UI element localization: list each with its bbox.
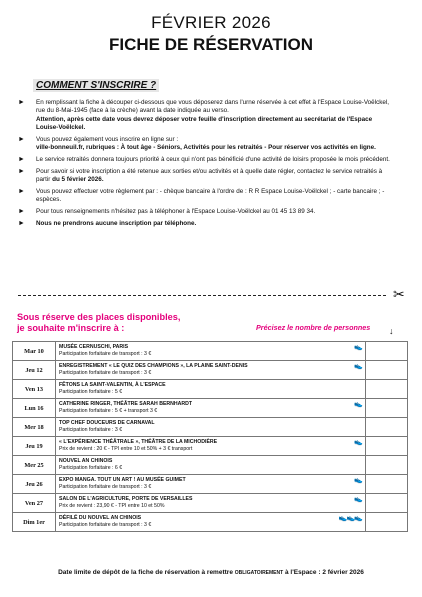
scissors-icon: ✂ bbox=[393, 286, 405, 302]
person-count-field[interactable] bbox=[366, 456, 408, 475]
month-heading: FÉVRIER 2026 bbox=[151, 13, 271, 32]
instruction-text: Le service retraités donnera toujours priorité à ceux qui n'ont pas bénéficié d'une activité de loisirs proposée le mois précédent. bbox=[36, 155, 390, 163]
walking-shoe-icon: 👟 bbox=[354, 401, 362, 408]
instruction-item bbox=[18, 208, 390, 216]
event-date: Jeu 12 bbox=[13, 361, 56, 380]
walking-shoe-icon: 👟 bbox=[354, 439, 362, 446]
event-title: SALON DE L'AGRICULTURE, PORTE DE VERSAILLES bbox=[59, 496, 193, 502]
event-detail: Participation forfaitaire : 5 € + transport 3 € bbox=[59, 408, 158, 414]
walking-shoe-icon: 👟 bbox=[354, 477, 362, 484]
deadline-emphasis: OBLIGATOIREMENT bbox=[234, 570, 284, 576]
instruction-text: Pour tous renseignements n'hésitez pas à téléphoner à l'Espace Louise-Voëlckel au 01 45 13 89 34. bbox=[36, 208, 316, 216]
person-count-field[interactable] bbox=[366, 380, 408, 399]
arrow-bullet-icon: ► bbox=[18, 188, 25, 196]
instruction-bold: Nous ne prendrons aucune inscription par téléphone. bbox=[36, 220, 197, 228]
deadline-note bbox=[0, 569, 422, 576]
deadline-post: à l'Espace : 2 février 2026 bbox=[285, 569, 364, 576]
person-count-field[interactable] bbox=[366, 361, 408, 380]
event-title: ENREGISTREMENT « LE QUIZ DES CHAMPIONS », LA PLAINE SAINT-DENIS bbox=[59, 363, 248, 369]
event-title: CATHERINE RINGER, THÉÂTRE SARAH BERNHARDT bbox=[59, 401, 193, 407]
walking-shoe-icon: 👟 bbox=[354, 363, 362, 370]
event-detail: Participation forfaitaire de transport : 3 € bbox=[59, 484, 152, 490]
event-title: NOUVEL AN CHINOIS bbox=[59, 458, 113, 464]
event-detail: Participation forfaitaire de transport : 3 € bbox=[59, 522, 152, 528]
deadline-pre: Date limite de dépôt de la fiche de réservation à remettre bbox=[58, 569, 233, 576]
event-detail: Participation forfaitaire : 6 € bbox=[59, 465, 123, 471]
event-date: Ven 27 bbox=[13, 494, 56, 513]
instruction-item bbox=[18, 136, 390, 153]
table-row bbox=[13, 399, 408, 418]
table-row bbox=[13, 437, 408, 456]
event-title: MUSÉE CERNUSCHI, PARIS bbox=[59, 344, 129, 350]
table-row bbox=[13, 513, 408, 532]
instruction-text: Vous pouvez effectuer votre règlement par : - chèque bancaire à l'ordre de : R R Espace Louise-Voëlckel ; - carte bancaire ; - espèces. bbox=[36, 188, 385, 204]
event-title: EXPO MANGA. TOUT UN ART ! AU MUSÉE GUIMET bbox=[59, 477, 186, 483]
event-date: Lun 16 bbox=[13, 399, 56, 418]
instruction-item bbox=[18, 168, 390, 185]
event-detail: Participation forfaitaire : 3 € bbox=[59, 427, 123, 433]
person-count-field[interactable] bbox=[366, 437, 408, 456]
event-detail: Participation forfaitaire : 5 € bbox=[59, 389, 123, 395]
reservation-heading-line1: Sous réserve des places disponibles, bbox=[17, 312, 181, 322]
arrow-bullet-icon: ► bbox=[18, 135, 25, 143]
instruction-text: Pour savoir si votre inscription a été retenue aux sorties et/ou activités et à quelle date régler, contactez le service retraités à partir bbox=[36, 167, 383, 184]
instruction-item bbox=[18, 220, 390, 228]
arrow-down-icon: ↓ bbox=[389, 326, 394, 336]
event-description bbox=[56, 437, 366, 456]
arrow-bullet-icon: ► bbox=[18, 167, 25, 175]
table-row bbox=[13, 361, 408, 380]
person-count-field[interactable] bbox=[366, 475, 408, 494]
event-description bbox=[56, 475, 366, 494]
howto-heading: COMMENT S'INSCRIRE ? bbox=[33, 79, 159, 92]
instruction-item bbox=[18, 156, 390, 164]
arrow-bullet-icon: ► bbox=[18, 220, 25, 228]
event-date: Dim 1er bbox=[13, 513, 56, 532]
event-detail: Participation forfaitaire de transport : 3 € bbox=[59, 351, 152, 357]
arrow-bullet-icon: ► bbox=[18, 208, 25, 216]
event-title: TOP CHEF DOUCEURS DE CARNAVAL bbox=[59, 420, 155, 426]
table-row bbox=[13, 456, 408, 475]
event-detail: Prix de revient : 23,90 € - TPI entre 10 et 50% bbox=[59, 503, 165, 509]
instruction-bold: ville-bonneuil.fr, rubriques : À tout âge - Séniors, Activités pour les retraités - Pour réserver vos activités en ligne. bbox=[36, 144, 376, 152]
event-description bbox=[56, 456, 366, 475]
event-description bbox=[56, 399, 366, 418]
count-label: Précisez le nombre de personnes bbox=[256, 323, 371, 332]
event-date: Mar 10 bbox=[13, 342, 56, 361]
instructions-list bbox=[18, 99, 390, 232]
event-date: Jeu 19 bbox=[13, 437, 56, 456]
event-title: « L'EXPÉRIENCE THÉÂTRALE », THÉÂTRE DE LA MICHODIÈRE bbox=[59, 439, 218, 445]
table-row bbox=[13, 380, 408, 399]
event-date: Ven 13 bbox=[13, 380, 56, 399]
page-title: FICHE DE RÉSERVATION bbox=[108, 35, 314, 54]
arrow-bullet-icon: ► bbox=[18, 155, 25, 163]
event-description bbox=[56, 418, 366, 437]
instruction-bold: Attention, après cette date vous devrez déposer votre feuille d'inscription directement au secrétariat de l'Espace Louise-Voëlckel. bbox=[36, 115, 373, 131]
walking-shoe-icon: 👟👟👟 bbox=[338, 515, 362, 522]
arrow-bullet-icon: ► bbox=[18, 99, 25, 106]
event-detail: Participation forfaitaire de transport : 3 € bbox=[59, 370, 152, 376]
event-description bbox=[56, 513, 366, 532]
event-date: Mer 18 bbox=[13, 418, 56, 437]
event-date: Jeu 26 bbox=[13, 475, 56, 494]
event-title: FÊTONS LA SAINT-VALENTIN, À L'ESPACE bbox=[59, 382, 166, 388]
table-row bbox=[13, 494, 408, 513]
person-count-field[interactable] bbox=[366, 418, 408, 437]
person-count-field[interactable] bbox=[366, 342, 408, 361]
event-description bbox=[56, 494, 366, 513]
event-detail: Prix de revient : 20 € - TPI entre 10 et 50% + 3 € transport bbox=[59, 446, 193, 452]
events-table bbox=[12, 341, 408, 532]
reservation-heading bbox=[17, 312, 180, 333]
event-description bbox=[56, 342, 366, 361]
person-count-field[interactable] bbox=[366, 494, 408, 513]
reservation-heading-line2: je souhaite m'inscrire à : bbox=[17, 322, 125, 333]
instruction-text: En remplissant la fiche à découper ci-dessous que vous déposerez dans l'urne réservée à cet effet à l'Espace Louise-Voëlckel, rue du 8-Mai-1945 (face à la crèche) avant la date indiquée au verso. bbox=[36, 99, 390, 115]
instruction-bold: du 5 février 2026. bbox=[52, 176, 104, 184]
table-row bbox=[13, 342, 408, 361]
walking-shoe-icon: 👟 bbox=[354, 344, 362, 351]
event-description bbox=[56, 361, 366, 380]
event-title: DÉFILÉ DU NOUVEL AN CHINOIS bbox=[59, 515, 142, 521]
instruction-text: Vous pouvez également vous inscrire en ligne sur : bbox=[36, 135, 179, 143]
instruction-item bbox=[18, 188, 390, 205]
table-row bbox=[13, 418, 408, 437]
event-date: Mer 25 bbox=[13, 456, 56, 475]
instruction-item bbox=[18, 99, 390, 132]
cut-line bbox=[18, 295, 386, 296]
person-count-field[interactable] bbox=[366, 513, 408, 532]
walking-shoe-icon: 👟 bbox=[354, 496, 362, 503]
event-description bbox=[56, 380, 366, 399]
table-row bbox=[13, 475, 408, 494]
person-count-field[interactable] bbox=[366, 399, 408, 418]
